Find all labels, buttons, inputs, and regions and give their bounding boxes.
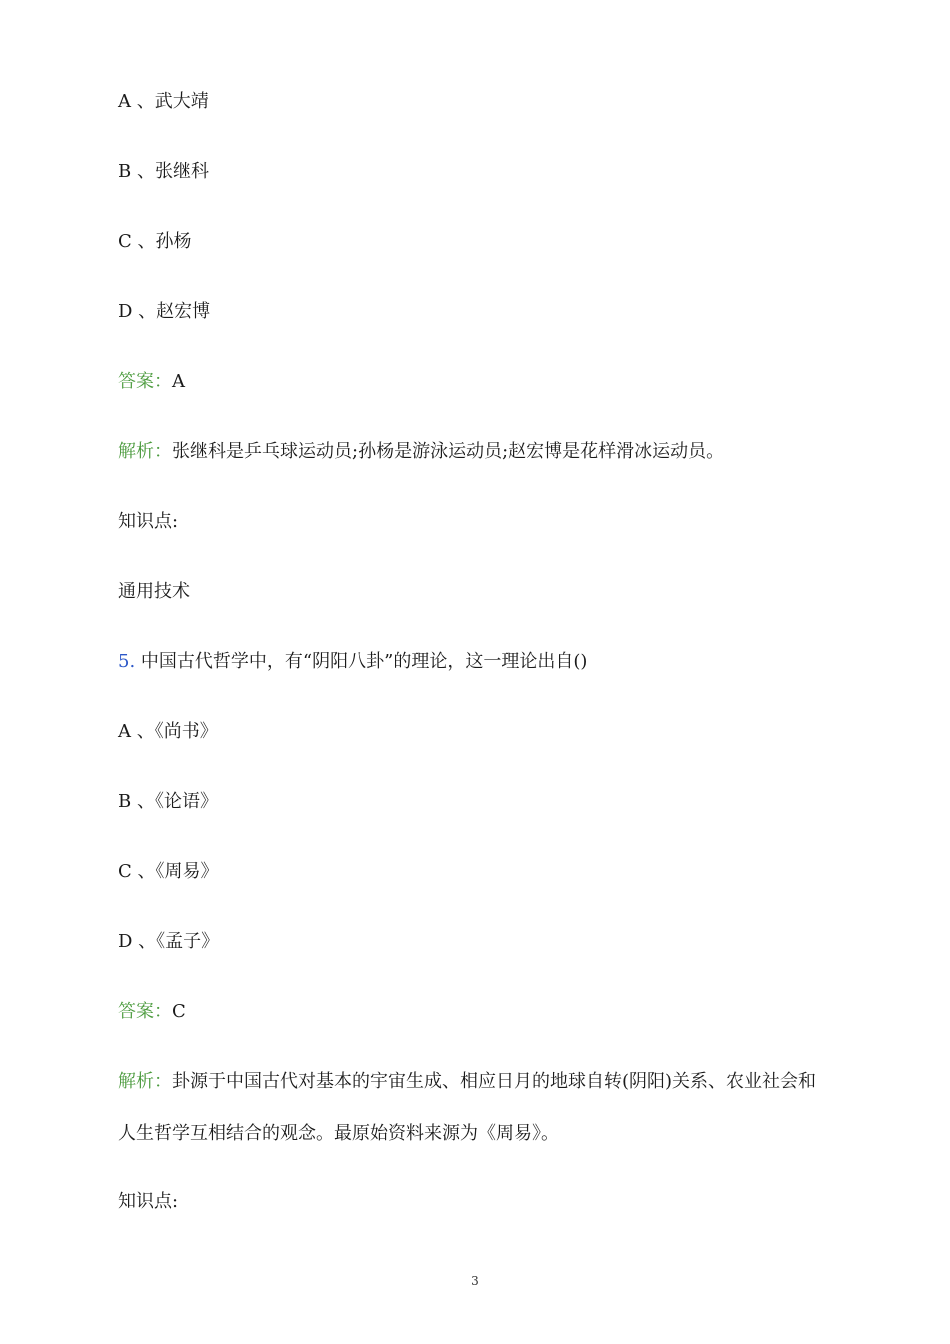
knowledge-label: 知识点: bbox=[118, 1191, 179, 1212]
answer-value: A bbox=[172, 371, 185, 392]
knowledge-value: 通用技术 bbox=[118, 581, 190, 602]
option-separator: 、 bbox=[137, 861, 156, 882]
option-c bbox=[118, 230, 192, 254]
option-b bbox=[118, 790, 218, 814]
option-separator: 、 bbox=[136, 161, 155, 182]
option-separator: 、 bbox=[138, 931, 157, 952]
analysis-paragraph bbox=[118, 1056, 828, 1160]
analysis-label: 解析： bbox=[118, 1071, 172, 1092]
option-text: 张继科 bbox=[154, 161, 209, 182]
option-separator: 、 bbox=[138, 301, 157, 322]
option-separator: 、 bbox=[137, 231, 156, 252]
option-a bbox=[118, 90, 209, 114]
option-letter: A bbox=[118, 91, 131, 112]
analysis-line bbox=[118, 440, 724, 464]
option-separator: 、 bbox=[136, 721, 155, 742]
option-text: 《周易》 bbox=[155, 861, 219, 882]
option-separator: 、 bbox=[136, 791, 155, 812]
option-c bbox=[118, 860, 219, 884]
knowledge-label: 知识点: bbox=[118, 511, 179, 532]
analysis-text: 张继科是乒乓球运动员;孙杨是游泳运动员;赵宏博是花样滑冰运动员。 bbox=[172, 441, 725, 462]
option-letter: B bbox=[118, 161, 132, 182]
option-text: 《孟子》 bbox=[156, 931, 220, 952]
option-text: 《尚书》 bbox=[154, 721, 218, 742]
option-letter: B bbox=[118, 791, 132, 812]
option-letter: D bbox=[118, 301, 133, 322]
page-number: 3 bbox=[471, 1274, 479, 1288]
option-text: 赵宏博 bbox=[156, 301, 211, 322]
answer-label: 答案： bbox=[118, 1001, 172, 1022]
option-a bbox=[118, 720, 218, 744]
option-text: 孙杨 bbox=[155, 231, 192, 252]
option-text: 《论语》 bbox=[154, 791, 218, 812]
analysis-text: 卦源于中国古代对基本的宇宙生成、相应日月的地球自转(阴阳)关系、农业社会和人生哲学互相结合的观念。最原始资料来源为《周易》。 bbox=[118, 1071, 817, 1144]
answer-value: C bbox=[172, 1001, 186, 1022]
option-b bbox=[118, 160, 209, 184]
answer-line bbox=[118, 1000, 186, 1024]
option-d bbox=[118, 930, 219, 954]
answer-label: 答案： bbox=[118, 371, 172, 392]
analysis-label: 解析： bbox=[118, 441, 172, 462]
question-text: 中国古代哲学中，有“阴阳八卦”的理论，这一理论出自() bbox=[140, 651, 588, 672]
option-letter: C bbox=[118, 861, 132, 882]
question-number: 5 bbox=[118, 651, 130, 672]
option-letter: A bbox=[118, 721, 131, 742]
option-d bbox=[118, 300, 210, 324]
question-5 bbox=[118, 650, 587, 674]
question-number-separator: . bbox=[129, 651, 136, 672]
option-separator: 、 bbox=[136, 91, 155, 112]
option-letter: D bbox=[118, 931, 133, 952]
option-text: 武大靖 bbox=[154, 91, 209, 112]
option-letter: C bbox=[118, 231, 132, 252]
answer-line bbox=[118, 370, 185, 394]
